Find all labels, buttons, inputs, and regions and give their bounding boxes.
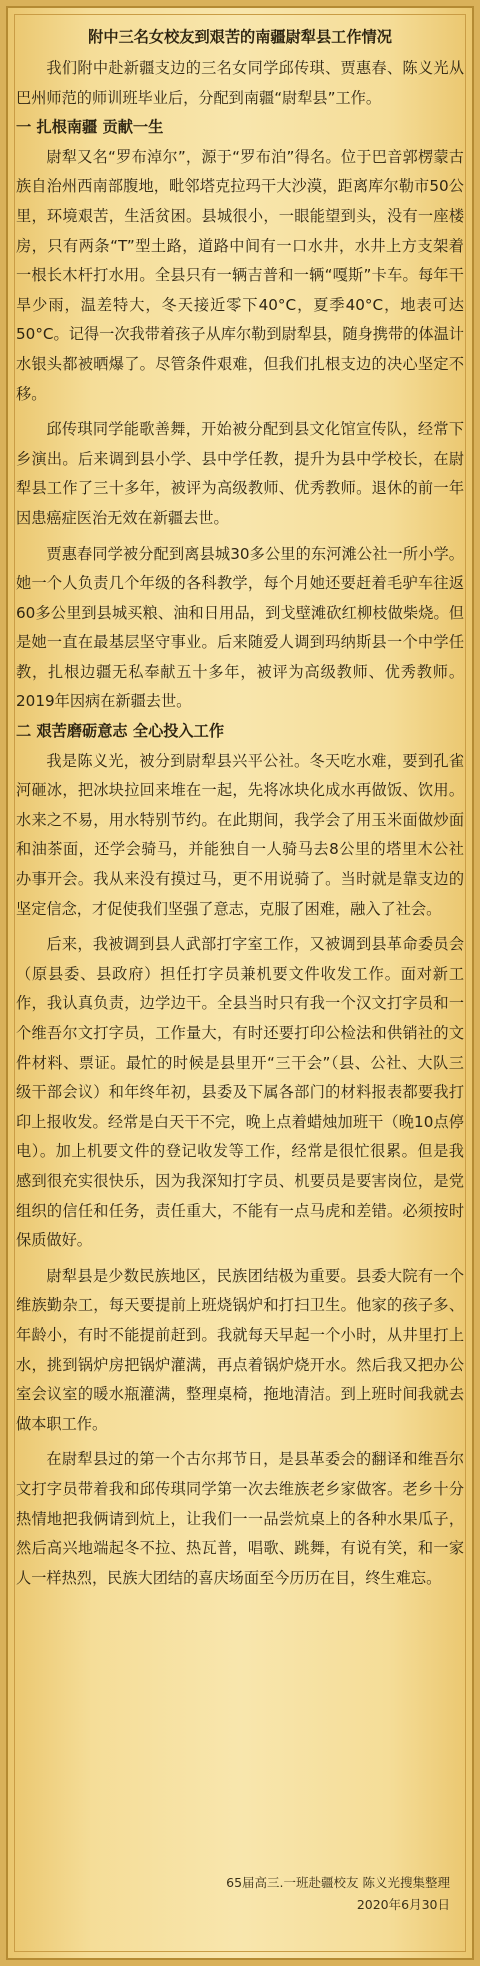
article-body [16,22,464,1593]
paragraph-7: 在尉犁县过的第一个古尔邦节日，是县革委会的翻译和维吾尔文打字员带着我和邱传琪同学第一次去维族老乡家做客。老乡十分热情地把我俩请到炕上，让我们一一品尝炕桌上的各种水果瓜子，然后高兴地端起冬不拉、热瓦普，唱歌、跳舞，有说有笑，和一家人一样热烈，民族大团结的喜庆场面至今历历在目，终生难忘。 [16,1450,464,1587]
paragraph-3: 贾惠春同学被分配到离县城30多公里的东河滩公社一所小学。她一个人负责几个年级的各科教学，每个月她还要赶着毛驴车往返60多公里到县城买粮、油和日用品，到戈壁滩砍红柳枝做柴烧。但是她一直在最基层坚守事业。后来随爱人调到玛纳斯县一个中学任教，扎根边疆无私奉献五十多年，被评为高级教师、优秀教师。2019年因病在新疆去世。 [16,544,464,711]
paragraph-1: 尉犁又名“罗布淖尔”，源于“罗布泊”得名。位于巴音郭楞蒙古族自治州西南部腹地，毗邻塔克拉玛干大沙漠，距离库尔勒市50公里，环境艰苦，生活贫困。县城很小，一眼能望到头，没有一座楼房，只有两条“T”型土路，道路中间有一口水井，水井上方支架着一根长木杆打水用。全县只有一辆吉普和一辆“嘎斯”卡车。每年干旱少雨，温差特大，冬天接近零下40°C，夏季40°C，地表可达50°C。记得一次我带着孩子从库尔勒到尉犁县，随身携带的体温计水银头都被晒爆了。尽管条件艰难，但我们扎根支边的决心坚定不移。 [16,147,464,403]
section-heading-2: 二 艰苦磨砺意志 全心投入工作 [16,722,225,741]
article-title: 附中三名女校友到艰苦的南疆尉犁县工作情况 [88,28,392,46]
signature: 65届高三.一班赴疆校友 陈义光搜集整理 [226,1875,450,1890]
paragraph-4: 我是陈义光，被分到尉犁县兴平公社。冬天吃水难，要到孔雀河砸冰，把冰块拉回来堆在一起，先将冰块化成水再做饭、饮用。水来之不易，用水特别节约。在此期间，我学会了用玉米面做炒面和油茶面，还学会骑马，并能独自一人骑马去8公里的塔里木公社办事开会。我从来没有摸过马，更不用说骑了。当时就是靠支边的坚定信念，才促使我们坚强了意志，克服了困难，融入了社会。 [16,751,464,918]
signature-block [226,1872,450,1916]
paper-frame [6,6,474,1960]
paragraph-2: 邱传琪同学能歌善舞，开始被分配到县文化馆宣传队，经常下乡演出。后来调到县小学、县中学任教，提升为县中学校长，在尉犁县工作了三十多年，被评为高级教师、优秀教师。退休的前一年因患癌症医治无效在新疆去世。 [16,420,464,527]
paragraph-5: 后来，我被调到县人武部打字室工作，又被调到县革命委员会（原县委、县政府）担任打字员兼机要文件收发工作。面对新工作，我认真负责，边学边干。全县当时只有我一个汉文打字员和一个维吾尔文打字员，工作量大，有时还要打印公检法和供销社的文件材料、票证。最忙的时候是县里开“三干会”（县、公社、大队三级干部会议）和年终年初，县委及下属各部门的材料报表都要我打印上报收发。经常是白天干不完，晚上点着蜡烛加班干（晚10点停电）。加上机要文件的登记收发等工作，经常是很忙很累。但是我感到很充实很快乐，因为我深知打字员、机要员是要害岗位，是党组织的信任和任务，责任重大，不能有一点马虎和差错。必须按时保质做好。 [16,935,464,1250]
section-heading-1: 一 扎根南疆 贡献一生 [16,118,164,137]
paragraph-6: 尉犁县是少数民族地区，民族团结极为重要。县委大院有一个维族勤杂工，每天要提前上班烧锅炉和打扫卫生。他家的孩子多、年龄小，有时不能提前赶到。我就每天早起一个小时，从井里打上水，挑到锅炉房把锅炉灌满，再点着锅炉烧开水。然后我又把办公室会议室的暖水瓶灌满，整理桌椅，拖地清洁。到上班时间我就去做本职工作。 [16,1266,464,1433]
intro-paragraph: 我们附中赴新疆支边的三名女同学邱传琪、贾惠春、陈义光从巴州师范的师训班毕业后，分配到南疆“尉犁县”工作。 [16,59,464,107]
date: 2020年6月30日 [356,1897,450,1912]
